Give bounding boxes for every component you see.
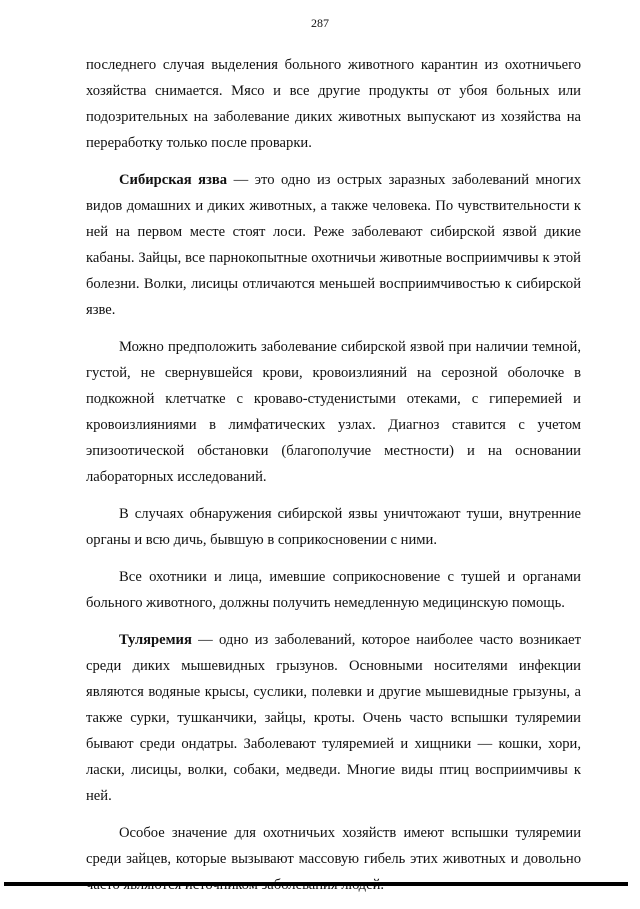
page-number: 287 (311, 16, 329, 30)
paragraph-anthrax-medical (86, 564, 581, 616)
paragraph-tularemia (86, 627, 581, 809)
footer-rule (4, 882, 628, 886)
paragraph-text: Особое значение для охотничьих хозяйств имеют вспышки туляремии среди зайцев, которые вызывают массовую гибель этих животных и довольно (86, 825, 581, 867)
page-body (86, 52, 581, 909)
term-anthrax: Сибирская язва (119, 172, 228, 188)
paragraph-continuation (86, 52, 581, 156)
paragraph-anthrax (86, 167, 581, 323)
paragraph-anthrax-disposal (86, 501, 581, 553)
paragraph-text: — одно из заболеваний, которое наиболее часто возникает среди диких мышевидных грызунов. Основными носителями инфекции являются водяные крысы, суслики, полевки и другие мышевидные грызуны, а также сурки, тушканчики, зайцы, кроты. Очень часто вспышки туляремии бывают среди ондатры. Заболевают туляремией и хищники — кошки, хори, ласки, лисицы, волки, собаки, медведи. Многие виды птиц восприимчивы к ней. (86, 632, 581, 804)
term-tularemia: Туляремия (119, 632, 192, 648)
paragraph-text: Все охотники и лица, имевшие соприкосновение с тушей и органами больного животного, должны получить немедленную медицинскую помощь. (86, 569, 581, 611)
paragraph-text: — это одно из острых заразных заболеваний многих видов домашних и диких животных, а также человека. По чувствительности к ней на первом месте стоят лоси. Реже заболевают сибирской язвой дикие кабаны. Зайцы, все парнокопытные охотничьи животные восприимчивы к этой болезни. Волки, лисицы отличаются меньшей восприимчивостью к сибирской язве. (86, 172, 581, 318)
paragraph-text: В случаях обнаружения сибирской язвы уничтожают туши, внутренние органы и всю дичь, бывшую в соприкосновении с ними. (86, 506, 581, 548)
paragraph-text: последнего случая выделения больного животного карантин из охотничьего хозяйства снимается. Мясо и все другие продукты от убоя больных или подозрительных на заболевание диких животных выпускают из хозяйства на переработку только после проварки. (86, 57, 581, 151)
paragraph-tularemia-hares (86, 820, 581, 898)
paragraph-text: Можно предположить заболевание сибирской язвой при наличии темной, густой, не свернувшейся крови, кровоизлияний на серозной оболочке в подкожной клетчатке с кроваво-студенистыми отеками, с гиперемией и кровоизлияниями в лимфатических узлах. Диагноз ставится с учетом эпизоотической обстановки (благополучие местности) и на основании лабораторных исследований. (86, 339, 581, 485)
paragraph-anthrax-diagnosis (86, 334, 581, 490)
